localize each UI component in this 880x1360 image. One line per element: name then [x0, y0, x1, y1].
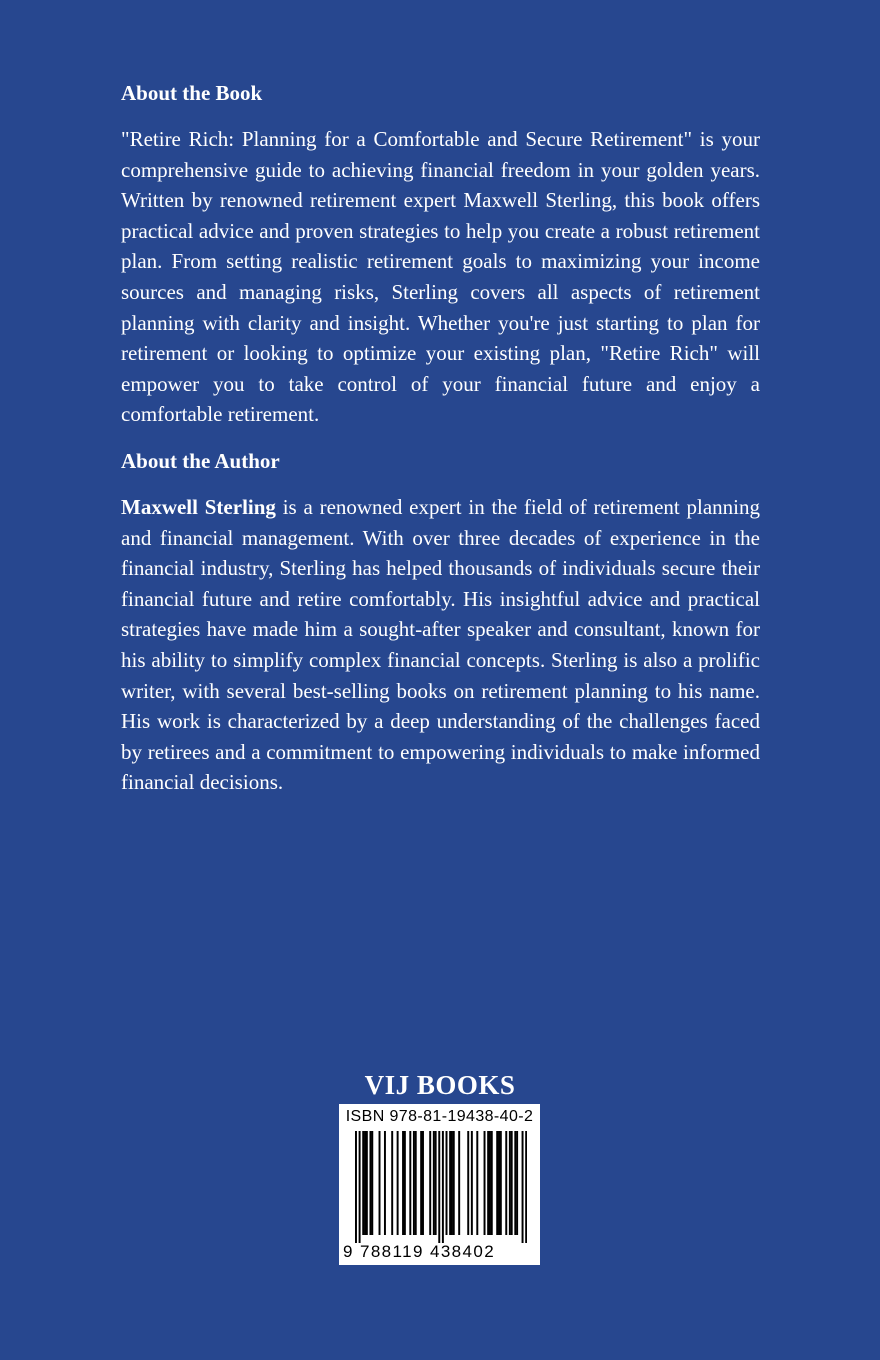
barcode-bar: [438, 1131, 440, 1243]
barcode-bar: [505, 1131, 507, 1235]
isbn-barcode: [339, 1104, 540, 1265]
barcode-bar: [433, 1131, 435, 1235]
barcode-bar: [467, 1131, 469, 1235]
barcode-bar: [511, 1131, 513, 1235]
barcode-bar: [371, 1131, 373, 1235]
barcode-bar: [355, 1131, 357, 1243]
barcode-bar: [525, 1131, 527, 1243]
barcode-bar: [516, 1131, 518, 1235]
barcode-bar: [420, 1131, 422, 1235]
barcode-bar: [491, 1131, 493, 1235]
barcode-bar: [498, 1131, 500, 1235]
publisher-name: VIJ BOOKS: [364, 1070, 516, 1100]
barcode-bar: [362, 1131, 364, 1235]
barcode-bar: [500, 1131, 502, 1235]
barcode-bar: [429, 1131, 431, 1235]
isbn-label: ISBN 978-81-19438-40-2: [345, 1108, 534, 1125]
barcode-bar: [522, 1131, 524, 1243]
barcode-bar: [489, 1131, 491, 1235]
barcode-bar: [415, 1131, 417, 1235]
barcode-bar: [409, 1131, 411, 1235]
barcode-bar: [509, 1131, 511, 1235]
barcode-bar: [413, 1131, 415, 1235]
barcode-bar: [391, 1131, 393, 1235]
about-book-heading: About the Book: [121, 81, 263, 105]
barcode-bar: [449, 1131, 451, 1235]
barcode-bar: [402, 1131, 404, 1235]
back-cover-text: [121, 78, 760, 814]
barcode-bar: [471, 1131, 473, 1235]
barcode-bar: [359, 1131, 361, 1243]
barcode-bar: [366, 1131, 368, 1235]
barcode-bar: [379, 1131, 381, 1235]
barcode-bar: [476, 1131, 478, 1235]
barcode-bar: [453, 1131, 455, 1235]
barcode-bar: [514, 1131, 516, 1235]
barcode-bar: [435, 1131, 437, 1235]
barcode-bar: [384, 1131, 386, 1235]
barcode-bar: [484, 1131, 486, 1235]
author-name: Maxwell Sterling: [121, 494, 276, 519]
about-book-text: "Retire Rich: Planning for a Comfortable and Secure Retirement" is your comprehensive guide to achieving financial freedom in your golden years. Written by renowned retirement expert Maxwell Sterling, this book offers practical advice and proven strategies to help you create a robust retirement plan. From setting realistic retirement goals to maximizing your income sources and managing risks, Sterling covers all aspects of retirement planning with clarity and insight. Whether you're just starting to plan for retirement or looking to optimize your existing plan, "Retire Rich" will empower you to take control of your financial future and enjoy a comfortable retirement.: [121, 127, 760, 427]
barcode-bar: [487, 1131, 489, 1235]
barcode-bar: [451, 1131, 453, 1235]
about-author-heading: About the Author: [121, 448, 280, 473]
barcode-bar: [422, 1131, 424, 1235]
barcode-bars-icon: [355, 1131, 527, 1243]
barcode-bar: [397, 1131, 399, 1235]
barcode-digits: 9 788119 438402: [343, 1242, 496, 1261]
barcode-bar: [458, 1131, 460, 1235]
barcode-bar: [442, 1131, 444, 1243]
barcode-bar: [404, 1131, 406, 1235]
about-author-text: [121, 492, 760, 798]
barcode-bar: [364, 1131, 366, 1235]
barcode-bar: [446, 1131, 448, 1235]
barcode-bar: [369, 1131, 371, 1235]
author-bio: is a renowned expert in the field of retirement planning and financial management. With over three decades of experience in the financial industry, Sterling has helped thousands of individuals secure their financial future and retire comfortably. His insightful advice and practical strategies have made him a sought-after speaker and consultant, known for his ability to simplify complex financial concepts. Sterling is also a prolific writer, with several best-selling books on retirement planning to his name. His work is characterized by a deep understanding of the challenges faced by retirees and a commitment to empowering individuals to make informed financial decisions.: [121, 494, 761, 795]
barcode-bar: [496, 1131, 498, 1235]
